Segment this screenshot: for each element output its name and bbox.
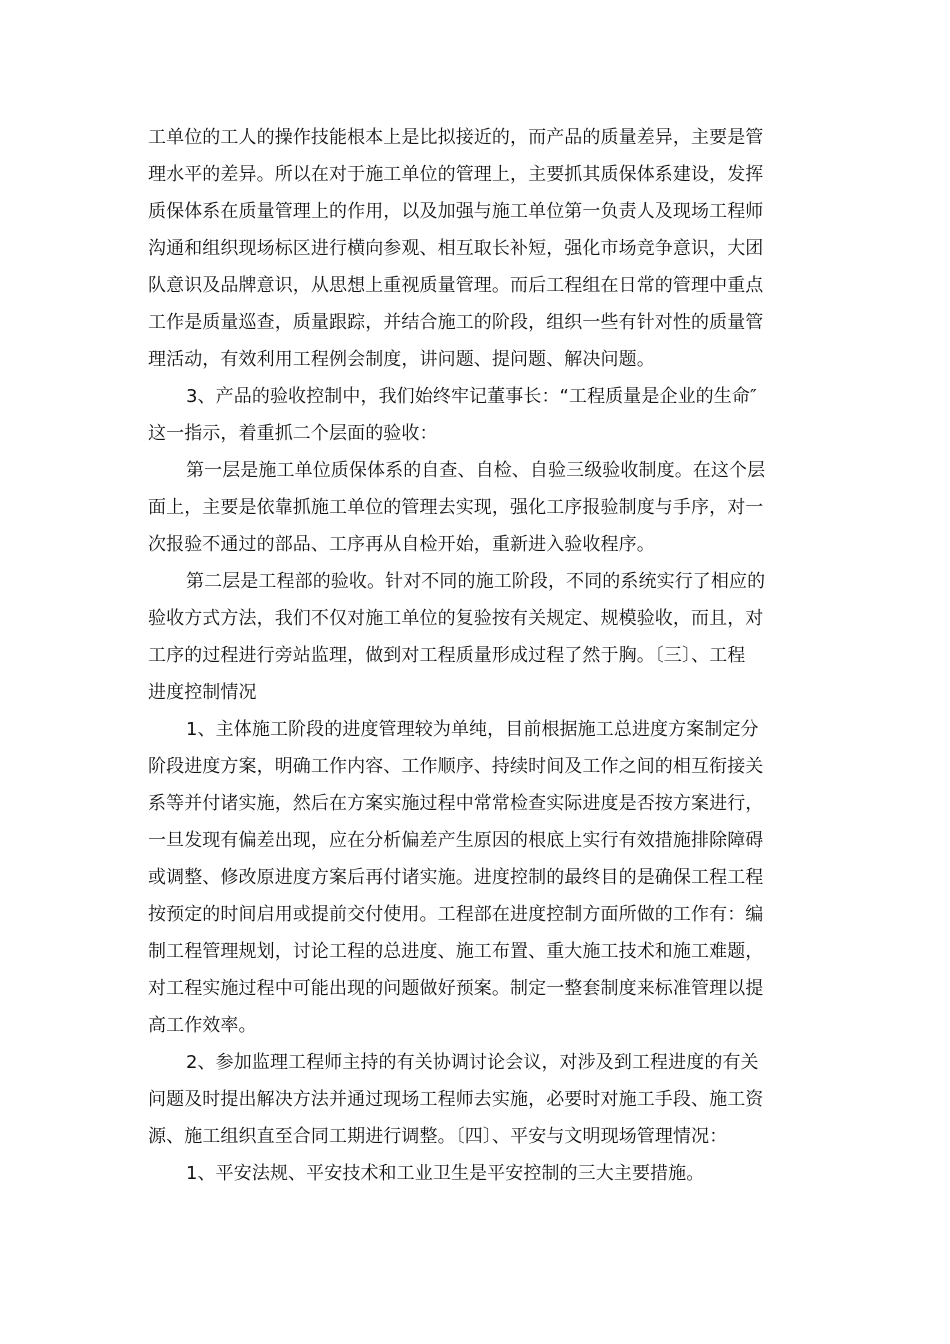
text-line: 进度控制情况 (148, 682, 257, 703)
text-line: 这一指示，着重抓二个层面的验收： (148, 423, 438, 444)
text-line: 或调整、修改原进度方案后再付诸实施。进度控制的最终目的是确保工程工程 (148, 867, 764, 888)
paragraph-first-line: 第二层是工程部的验收。针对不同的施工阶段，不同的系统实行了相应的 (186, 571, 766, 592)
text-line: 对工程实施过程中可能出现的问题做好预案。制定一整套制度来标准管理以提 (148, 978, 764, 999)
text-line: 理水平的差异。所以在对于施工单位的管理上，主要抓其质保体系建设，发挥 (148, 164, 764, 185)
text-line: 次报验不通过的部品、工序再从自检开始，重新进入验收程序。 (148, 534, 655, 555)
text-line: 阶段进度方案，明确工作内容、工作顺序、持续时间及工作之间的相互衔接关 (148, 756, 764, 777)
text-line: 工单位的工人的操作技能根本上是比拟接近的，而产品的质量差异，主要是管 (148, 127, 764, 148)
text-line: 源、施工组织直至合同工期进行调整。〔四〕、平安与文明现场管理情况： (148, 1126, 728, 1147)
text-line: 理活动，有效利用工程例会制度，讲问题、提问题、解决问题。 (148, 349, 655, 370)
paragraph-first-line: 1、主体施工阶段的进度管理较为单纯，目前根据施工总进度方案制定分 (186, 719, 759, 740)
document-body (148, 119, 808, 1192)
paragraph-first-line: 3、产品的验收控制中，我们始终牢记董事长：“工程质量是企业的生命″ (186, 386, 757, 407)
paragraph-first-line: 第一层是施工单位质保体系的自查、自检、自验三级验收制度。在这个层 (186, 460, 766, 481)
paragraph-first-line: 2、参加监理工程师主持的有关协调讨论会议，对涉及到工程进度的有关 (186, 1052, 759, 1073)
paragraph-first-line: 1、平安法规、平安技术和工业卫生是平安控制的三大主要措施。 (186, 1163, 705, 1184)
text-line: 验收方式方法，我们不仅对施工单位的复验按有关规定、规模验收，而且，对 (148, 608, 764, 629)
text-line: 按预定的时间启用或提前交付使用。工程部在进度控制方面所做的工作有：编 (148, 904, 764, 925)
text-line: 工序的过程进行旁站监理，做到对工程质量形成过程了然于胸。〔三〕、工程 (148, 645, 746, 666)
text-line: 问题及时提出解决方法并通过现场工程师去实施，必要时对施工手段、施工资 (148, 1089, 764, 1110)
text-line: 高工作效率。 (148, 1015, 257, 1036)
text-line: 质保体系在质量管理上的作用，以及加强与施工单位第一负责人及现场工程师 (148, 201, 764, 222)
text-line: 沟通和组织现场标区进行横向参观、相互取长补短，强化市场竞争意识，大团 (148, 238, 764, 259)
text-line: 一旦发现有偏差出现，应在分析偏差产生原因的根底上实行有效措施排除障碍 (148, 830, 764, 851)
text-line: 系等并付诸实施，然后在方案实施过程中常常检查实际进度是否按方案进行， (148, 793, 764, 814)
text-line: 面上，主要是依靠抓施工单位的管理去实现，强化工序报验制度与手序，对一 (148, 497, 764, 518)
text-line: 制工程管理规划，讨论工程的总进度、施工布置、重大施工技术和施工难题， (148, 941, 764, 962)
text-line: 队意识及品牌意识，从思想上重视质量管理。而后工程组在日常的管理中重点 (148, 275, 764, 296)
text-line: 工作是质量巡查，质量跟踪，并结合施工的阶段，组织一些有针对性的质量管 (148, 312, 764, 333)
